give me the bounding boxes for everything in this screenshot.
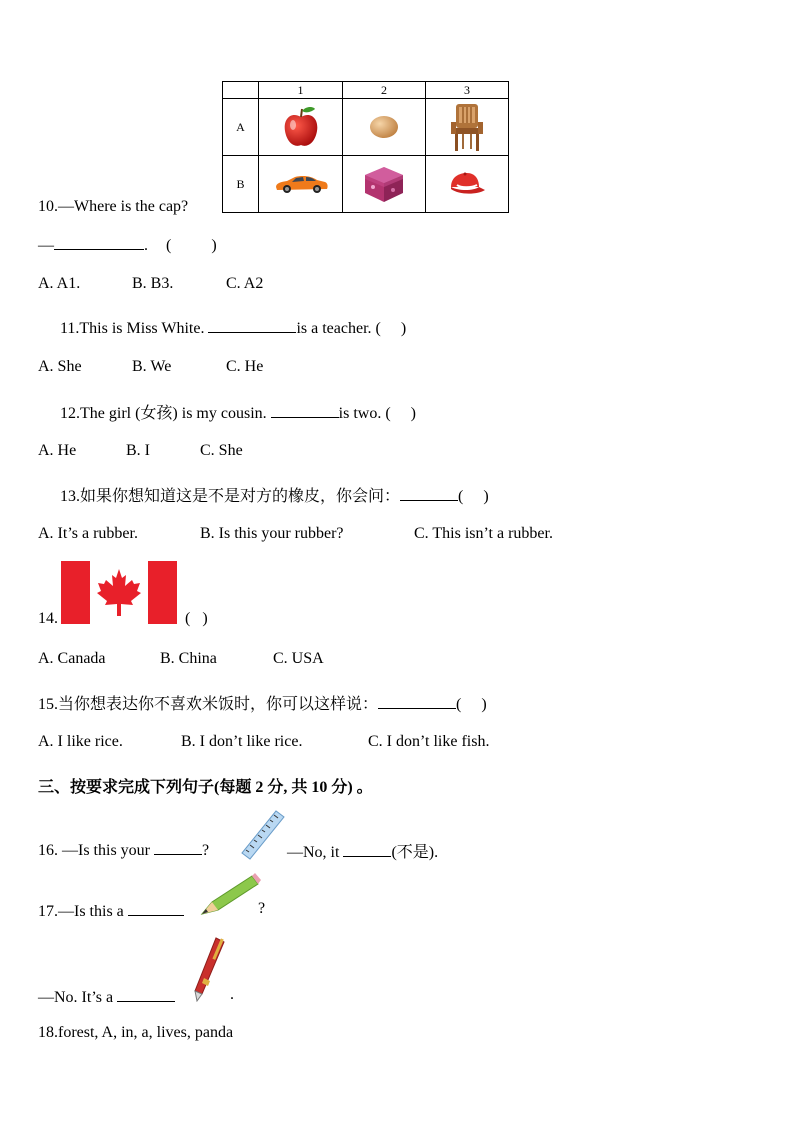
- apple-icon: [281, 105, 321, 149]
- grid-cell-a1: [259, 99, 343, 156]
- grid-col-header: 1: [259, 82, 343, 99]
- q16-before: 16. —Is this your: [38, 842, 154, 859]
- q12-after: is two. ( ): [338, 405, 416, 422]
- q17-question-mark: ?: [258, 900, 266, 917]
- q13-option-b[interactable]: B. Is this your rubber?: [200, 525, 344, 542]
- q13-before: 13.如果你想知道这是不是对方的橡皮，你会问：: [60, 488, 401, 505]
- q17-before: 17.—Is this a: [38, 903, 128, 920]
- q11-before: 11.This is Miss White.: [60, 320, 209, 337]
- q14-option-a[interactable]: A. Canada: [38, 650, 106, 667]
- q16-reply-after: (不是).: [391, 844, 439, 861]
- grid-col-header: 2: [343, 82, 426, 99]
- q17-reply-end: .: [230, 986, 234, 1003]
- q11-question: [60, 317, 406, 338]
- q16-reply: [287, 839, 438, 862]
- canada-flag-icon: [61, 561, 177, 624]
- q10-question: 10.—Where is the cap?: [38, 198, 189, 215]
- grid-cell-a2: [343, 99, 426, 156]
- q10-option-a[interactable]: A. A1.: [38, 275, 81, 292]
- grid-cell-b1: [259, 156, 343, 213]
- q15-option-a[interactable]: A. I like rice.: [38, 733, 123, 750]
- q13-option-a[interactable]: A. It’s a rubber.: [38, 525, 138, 542]
- q16-mid: ?: [202, 842, 210, 859]
- car-icon: [273, 174, 329, 194]
- q12-option-a[interactable]: A. He: [38, 442, 77, 459]
- grid-cell-b3: [426, 156, 509, 213]
- q15-after: ( ): [456, 696, 487, 713]
- q17-blank-1[interactable]: [128, 900, 184, 916]
- q10-answer-prefix: —: [38, 237, 54, 254]
- q12-option-b[interactable]: B. I: [126, 442, 150, 459]
- chair-icon: [450, 102, 484, 152]
- q12-blank[interactable]: [271, 402, 339, 418]
- canada-flag-picture: [61, 561, 177, 624]
- q10-answer-blank[interactable]: [54, 234, 144, 250]
- pen-picture: [190, 936, 230, 1002]
- q14-option-c[interactable]: C. USA: [273, 650, 324, 667]
- q17-blank-2[interactable]: [117, 986, 175, 1002]
- q15-question: [38, 691, 487, 714]
- q13-option-c[interactable]: C. This isn’t a rubber.: [414, 525, 553, 542]
- q16-question: [38, 839, 209, 860]
- q11-option-a[interactable]: A. She: [38, 358, 82, 375]
- q15-before: 15.当你想表达你不喜欢米饭时，你可以这样说：: [38, 696, 379, 713]
- egg-icon: [368, 114, 400, 140]
- q15-option-b[interactable]: B. I don’t like rice.: [181, 733, 303, 750]
- q10-paren[interactable]: ( ): [166, 237, 217, 254]
- q11-option-c[interactable]: C. He: [226, 358, 264, 375]
- q12-question: [60, 400, 416, 423]
- q15-option-c[interactable]: C. I don’t like fish.: [368, 733, 490, 750]
- q16-blank-2[interactable]: [343, 841, 391, 857]
- q13-blank[interactable]: [400, 485, 458, 501]
- q16-blank-1[interactable]: [154, 839, 202, 855]
- q12-before: 12.The girl (女孩) is my cousin.: [60, 405, 271, 422]
- grid-corner-cell: [223, 82, 259, 99]
- picture-grid: [222, 81, 509, 213]
- q14-number: 14.: [38, 610, 58, 627]
- grid-cell-b2: [343, 156, 426, 213]
- pencil-icon: [198, 872, 262, 918]
- section-3-heading: 三、按要求完成下列句子(每题 2 分, 共 10 分) 。: [38, 779, 373, 796]
- q10-answer-line: [38, 234, 217, 255]
- q10-option-c[interactable]: C. A2: [226, 275, 264, 292]
- q14-paren[interactable]: ( ): [185, 610, 208, 627]
- q11-blank[interactable]: [208, 317, 296, 333]
- grid-cell-a3: [426, 99, 509, 156]
- grid-row-label: A: [223, 99, 259, 156]
- q10-answer-suffix: .: [144, 237, 148, 254]
- q11-option-b[interactable]: B. We: [132, 358, 172, 375]
- q13-after: ( ): [458, 488, 489, 505]
- cap-icon: [447, 171, 487, 197]
- gift-box-icon: [363, 165, 405, 203]
- ruler-icon: [240, 809, 286, 861]
- q17-reply-before: —No. It’s a: [38, 989, 118, 1006]
- q13-question: [60, 483, 489, 506]
- q11-after: is a teacher. ( ): [296, 320, 407, 337]
- q17-reply: [38, 986, 175, 1007]
- q15-blank[interactable]: [378, 693, 456, 709]
- q12-option-c[interactable]: C. She: [200, 442, 243, 459]
- pencil-picture: [198, 872, 262, 918]
- q17-question: [38, 900, 184, 921]
- q10-option-b[interactable]: B. B3.: [132, 275, 174, 292]
- ruler-picture: [240, 809, 286, 861]
- grid-col-header: 3: [426, 82, 509, 99]
- pen-icon: [190, 936, 230, 1002]
- q18-question: 18.forest, A, in, a, lives, panda: [38, 1024, 234, 1041]
- grid-row-label: B: [223, 156, 259, 213]
- q16-reply-before: —No, it: [287, 844, 344, 861]
- q14-option-b[interactable]: B. China: [160, 650, 217, 667]
